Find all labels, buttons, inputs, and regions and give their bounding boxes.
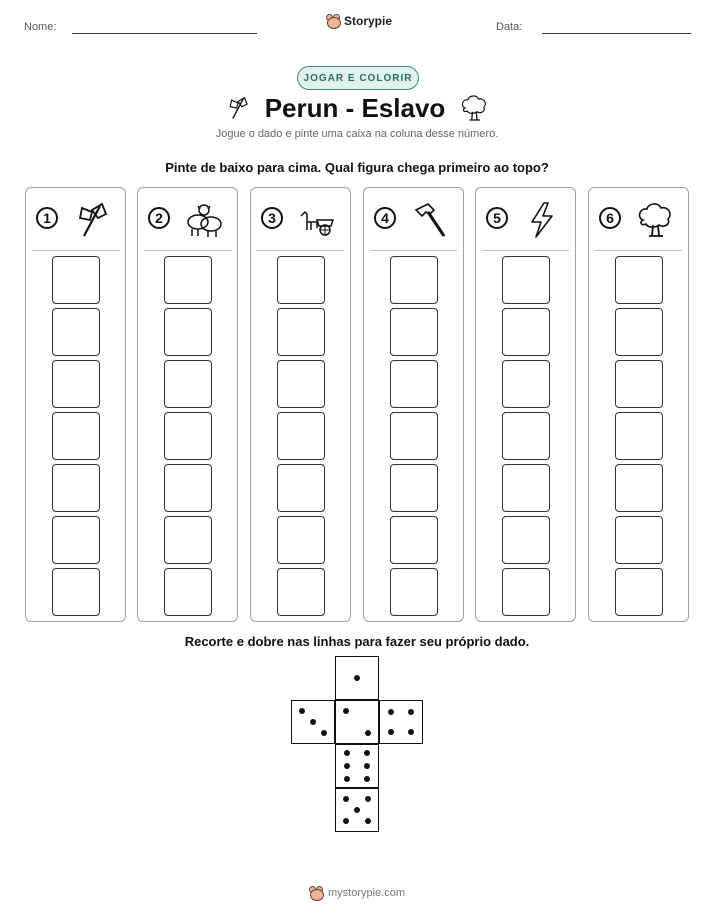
- bear-icon: [326, 14, 340, 28]
- footer-url: mystorypie.com: [327, 887, 406, 899]
- die-pip: [388, 709, 394, 715]
- die-pip: [365, 818, 371, 824]
- die-face-5: [335, 788, 379, 832]
- color-box[interactable]: [277, 360, 325, 408]
- activity-badge: JOGAR E COLORIR: [297, 66, 419, 90]
- color-box[interactable]: [164, 412, 212, 460]
- color-box[interactable]: [390, 360, 438, 408]
- column-divider: [482, 250, 569, 251]
- color-box[interactable]: [615, 412, 663, 460]
- horse-cart-icon: [297, 200, 337, 240]
- column-divider: [595, 250, 682, 251]
- column-number: 3: [261, 207, 283, 229]
- color-box[interactable]: [615, 256, 663, 304]
- axe-icon: [72, 200, 112, 240]
- column-number: 1: [36, 207, 58, 229]
- cut-instruction: Recorte e dobre nas linhas para fazer seu próprio dado.: [184, 634, 530, 649]
- column-number: 2: [148, 207, 170, 229]
- color-box[interactable]: [52, 308, 100, 356]
- column-6: [588, 187, 689, 622]
- column-1: [25, 187, 126, 622]
- die-pip: [299, 708, 305, 714]
- die-face-1: [335, 656, 379, 700]
- color-box[interactable]: [277, 412, 325, 460]
- color-box[interactable]: [502, 464, 550, 512]
- color-box[interactable]: [390, 308, 438, 356]
- die-face-2: [335, 700, 379, 744]
- cattle-icon: [184, 200, 224, 240]
- column-4: [363, 187, 464, 622]
- date-line: [542, 33, 691, 34]
- color-box[interactable]: [615, 568, 663, 616]
- die-face-3: [291, 700, 335, 744]
- column-divider: [32, 250, 119, 251]
- hammer-icon: [410, 200, 450, 240]
- color-box[interactable]: [164, 516, 212, 564]
- die-pip: [343, 708, 349, 714]
- die-pip: [388, 729, 394, 735]
- die-pip: [364, 776, 370, 782]
- color-box[interactable]: [390, 568, 438, 616]
- column-2: [137, 187, 238, 622]
- oak-tree-icon: [635, 200, 675, 240]
- die-pip: [354, 807, 360, 813]
- die-pip: [365, 796, 371, 802]
- title-row: [0, 90, 714, 126]
- color-box[interactable]: [390, 516, 438, 564]
- color-box[interactable]: [502, 256, 550, 304]
- die-pip: [364, 750, 370, 756]
- color-box[interactable]: [277, 308, 325, 356]
- color-box[interactable]: [164, 256, 212, 304]
- color-box[interactable]: [277, 568, 325, 616]
- page-title: Perun - Eslavo: [264, 92, 446, 123]
- date-label: Data:: [496, 21, 523, 33]
- die-pip: [408, 729, 414, 735]
- lightning-icon: [522, 200, 562, 240]
- die-pip: [343, 796, 349, 802]
- color-box[interactable]: [52, 568, 100, 616]
- color-box[interactable]: [615, 464, 663, 512]
- color-box[interactable]: [502, 568, 550, 616]
- brand-name: Storypie: [344, 14, 393, 28]
- column-number: 5: [486, 207, 508, 229]
- instruction: Pinte de baixo para cima. Qual figura chega primeiro ao topo?: [165, 160, 549, 175]
- die-pip: [310, 719, 316, 725]
- color-box[interactable]: [502, 516, 550, 564]
- die-pip: [344, 763, 350, 769]
- color-box[interactable]: [615, 516, 663, 564]
- name-label: Nome:: [24, 21, 57, 33]
- color-box[interactable]: [502, 360, 550, 408]
- oak-tree-icon: [459, 92, 489, 124]
- color-box[interactable]: [615, 308, 663, 356]
- color-box[interactable]: [390, 464, 438, 512]
- color-box[interactable]: [52, 256, 100, 304]
- subtitle: Jogue o dado e pinte uma caixa na coluna desse número.: [215, 128, 499, 140]
- color-box[interactable]: [164, 464, 212, 512]
- color-box[interactable]: [615, 360, 663, 408]
- axe-icon: [225, 93, 251, 123]
- color-box[interactable]: [164, 308, 212, 356]
- color-box[interactable]: [277, 516, 325, 564]
- name-line: [72, 33, 257, 34]
- color-box[interactable]: [502, 412, 550, 460]
- color-box[interactable]: [277, 464, 325, 512]
- color-box[interactable]: [52, 516, 100, 564]
- die-pip: [344, 776, 350, 782]
- color-box[interactable]: [502, 308, 550, 356]
- bear-icon: [309, 886, 323, 900]
- color-box[interactable]: [277, 256, 325, 304]
- column-number: 6: [599, 207, 621, 229]
- color-box[interactable]: [390, 256, 438, 304]
- column-divider: [370, 250, 457, 251]
- die-pip: [408, 709, 414, 715]
- color-box[interactable]: [52, 412, 100, 460]
- die-face-6: [335, 744, 379, 788]
- color-box[interactable]: [164, 568, 212, 616]
- color-box[interactable]: [52, 464, 100, 512]
- column-3: [250, 187, 351, 622]
- die-pip: [365, 730, 371, 736]
- die-pip: [344, 750, 350, 756]
- column-divider: [257, 250, 344, 251]
- column-5: [475, 187, 576, 622]
- color-box[interactable]: [390, 412, 438, 460]
- column-divider: [144, 250, 231, 251]
- color-box[interactable]: [164, 360, 212, 408]
- die-pip: [321, 730, 327, 736]
- brand-logo: [326, 14, 392, 28]
- die-pip: [364, 763, 370, 769]
- footer: [0, 886, 714, 900]
- die-face-4: [379, 700, 423, 744]
- die-pip: [343, 818, 349, 824]
- column-number: 4: [374, 207, 396, 229]
- color-box[interactable]: [52, 360, 100, 408]
- die-pip: [354, 675, 360, 681]
